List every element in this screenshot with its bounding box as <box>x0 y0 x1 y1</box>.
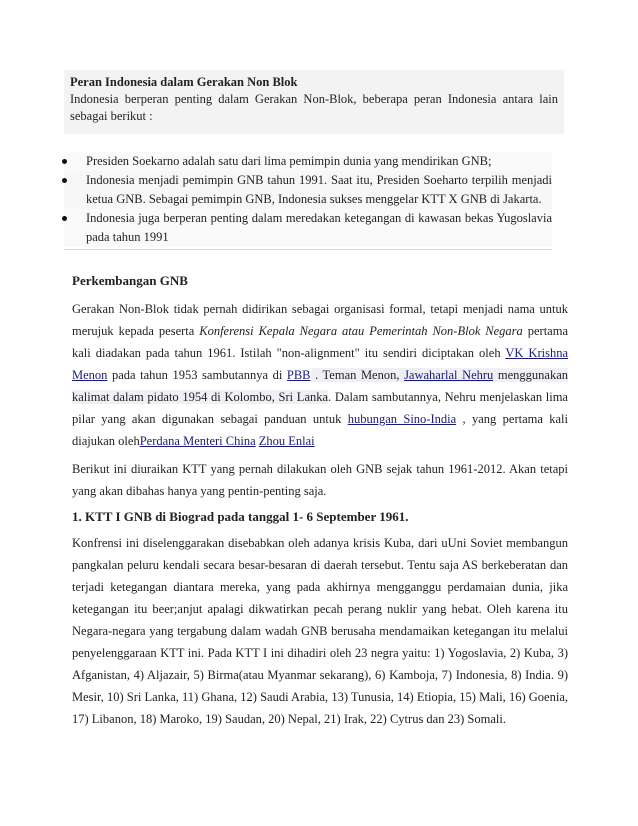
link-jawaharlal-nehru[interactable]: Jawaharlal Nehru <box>404 368 494 382</box>
summit-section <box>72 458 568 730</box>
list-item <box>64 209 552 247</box>
bullet-icon <box>62 216 67 221</box>
link-pbb[interactable]: PBB <box>286 368 311 382</box>
list-item <box>64 171 552 209</box>
role-text: Indonesia juga berperan penting dalam meredakan ketegangan di kawasan bekas Yugoslavia pada tahun 1991 <box>86 211 552 244</box>
text-run: pertama kali diadakan pada tahun 1961. Istilah "non-alignment" itu sendiri diciptakan oleh <box>72 324 568 360</box>
intro-box <box>64 70 564 134</box>
list-item <box>64 152 552 171</box>
development-heading: Perkembangan GNB <box>72 273 188 288</box>
intro-title: Peran Indonesia dalam Gerakan Non Blok <box>70 75 298 89</box>
link-sino-india[interactable]: hubungan Sino-India <box>347 412 457 426</box>
highlighted-text: menggunakan kalimat dalam pidato 1954 di Kolombo, Sri Lanka <box>72 368 568 404</box>
summit-intro: Berikut ini diuraikan KTT yang pernah dilakukan oleh GNB sejak tahun 1961-2012. Akan tetapi yang akan dibahas hanya yang pentin-penting saja. <box>72 462 568 498</box>
text-run: pada tahun 1953 sambutannya di <box>107 368 287 382</box>
bullet-icon <box>62 159 67 164</box>
link-perdana-menteri-china[interactable]: Perdana Menteri China <box>139 434 256 448</box>
development-section <box>72 270 568 452</box>
text-run: , yang pertama kali diajukan oleh <box>72 412 569 448</box>
roles-list <box>64 152 552 250</box>
link-zhou-enlai[interactable]: Zhou Enlai <box>258 434 315 448</box>
text-run: . Teman Menon, <box>310 368 405 382</box>
role-text: Indonesia menjadi pemimpin GNB tahun 1991. Saat itu, Presiden Soeharto terpilih menjadi ketua GNB. Sebagai pemimpin GNB, Indonesia sukses menggelar KTT X GNB di Jakarta. <box>86 173 552 206</box>
development-paragraph <box>72 298 568 452</box>
bullet-icon <box>62 178 67 183</box>
summit-body: Konfrensi ini diselenggarakan disebabkan oleh adanya krisis Kuba, dari uUni Soviet membangun pangkalan peluru kendali secara besar-besaran di daerah tersebut. Tentu saja AS berkeberatan dan terjadi ketegangan diantara mereka, yang pada akhirnya mengganggu perdamaian dunia, jika ketegangan itu beer;anjut apalagi dikwatirkan pecah perang nuklir yang hebat. Oleh karena itu Negara-negara yang tergabung dalam wadah GNB berusaha mendamaikan ketegangan itu melalui penyelenggaraan KTT ini. Pada KTT I ini dihadiri oleh 23 negra yaitu: 1) Yogoslavia, 2) Kuba, 3) Afganistan, 4) Aljazair, 5) Birma(atau Myanmar sekarang), 6) Kamboja, 7) Indonesia, 8) India. 9) Mesir, 10) Sri Lanka, 11) Ghana, 12) Saudi Arabia, 13) Tunusia, 14) Etiopia, 15) Mali, 16) Goenia, 17) Libanon, 18) Maroko, 19) Saudan, 20) Nepal, 21) Irak, 22) Cytrus dan 23) Somali. <box>72 536 568 726</box>
text-run: . Dalam sambutannya, Nehru menjelaskan lima pilar yang akan digunakan sebagai panduan untuk <box>72 390 568 426</box>
intro-text: Indonesia berperan penting dalam Gerakan Non-Blok, beberapa peran Indonesia antara lain sebagai berikut : <box>70 92 558 123</box>
role-text: Presiden Soekarno adalah satu dari lima pemimpin dunia yang mendirikan GNB; <box>86 154 492 168</box>
link-vk-krishna-menon[interactable]: VK Krishna Menon <box>72 346 568 382</box>
conference-name: Konferensi Kepala Negara atau Pemerintah Non-Blok Negara <box>199 324 523 338</box>
text-run: Gerakan Non-Blok tidak pernah didirikan sebagai organisasi formal, tetapi menjadi nama untuk merujuk kepada peserta <box>72 302 568 338</box>
summit-heading: 1. KTT I GNB di Biograd pada tanggal 1- 6 September 1961. <box>72 509 409 524</box>
